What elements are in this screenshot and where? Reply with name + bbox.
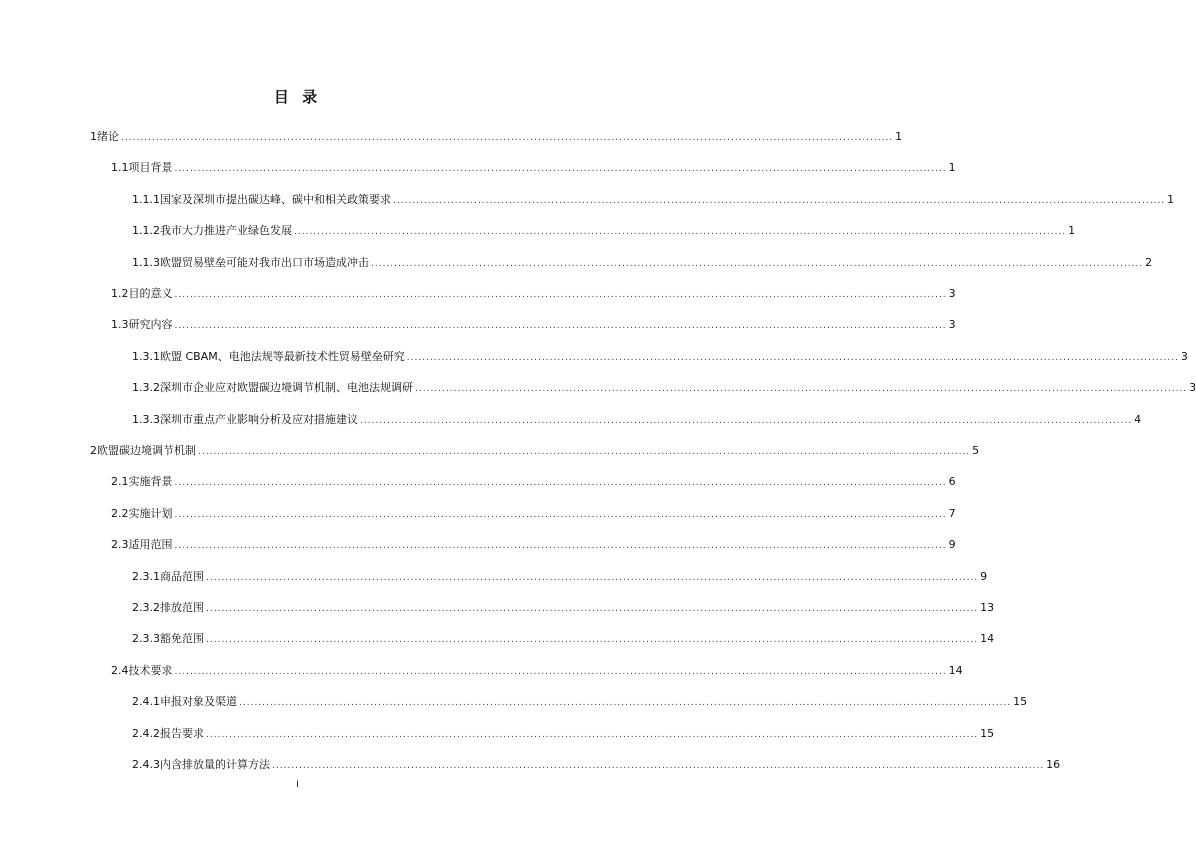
- toc-entry-title: 我市大力推进产业绿色发展: [160, 224, 292, 238]
- toc-entry[interactable]: [132, 626, 995, 646]
- toc-entry-title: 目的意义: [128, 287, 173, 300]
- toc-entry[interactable]: [111, 312, 956, 332]
- toc-entry-page: 1: [948, 161, 956, 175]
- toc-leader-dots: ........................................................................................................................................................................................................: [174, 290, 947, 300]
- toc-leader-dots: ........................................................................................................................................................................................................: [174, 666, 947, 677]
- toc-entry-page: 3: [948, 287, 956, 300]
- toc-entry-page: 2: [1145, 255, 1153, 269]
- toc-entry-title: 深圳市企业应对欧盟碳边境调节机制、电池法规调研: [160, 381, 413, 395]
- toc-entry[interactable]: [132, 595, 995, 615]
- toc-leader-dots: ........................................................................................................................................................................................................: [174, 509, 947, 520]
- toc-leader-dots: ........................................................................................................................................................................................................: [393, 195, 1166, 206]
- toc-leader-dots: ........................................................................................................................................................................................................: [174, 321, 947, 332]
- toc-entry-title: 内含排放量的计算方法: [160, 758, 270, 771]
- toc-entry-number: 1.3.1: [132, 349, 160, 363]
- toc-entry-title: 适用范围: [128, 538, 173, 552]
- toc-entry-number: 2.4.2: [132, 726, 160, 740]
- toc-entry-title: 绪论: [97, 130, 119, 143]
- toc-entry-page: 1: [1167, 192, 1175, 206]
- toc-entry-page: 1: [895, 130, 903, 143]
- toc-entry-title: 深圳市重点产业影响分析及应对措施建议: [160, 412, 358, 426]
- toc-entry[interactable]: [132, 721, 995, 741]
- toc-entry-title: 技术要求: [128, 663, 173, 677]
- toc-entry[interactable]: [111, 281, 956, 301]
- toc-entry[interactable]: [132, 375, 1196, 395]
- toc-entry-page: 9: [948, 538, 956, 552]
- toc-entry-number: 1.3.2: [132, 381, 160, 395]
- toc-leader-dots: ........................................................................................................................................................................................................: [206, 604, 979, 614]
- toc-entry[interactable]: [111, 469, 956, 489]
- toc-leader-dots: ........................................................................................................................................................................................................: [198, 447, 971, 457]
- toc-entry-title: 报告要求: [160, 726, 204, 740]
- toc-entry-page: 4: [1134, 412, 1142, 426]
- toc-entry-page: 16: [1046, 758, 1061, 771]
- toc-entry-number: 2.4.3: [132, 758, 160, 771]
- toc-entry-page: 1: [1068, 224, 1076, 238]
- toc-entry[interactable]: [111, 155, 956, 175]
- toc-entry[interactable]: [111, 658, 963, 678]
- toc-entry-title: 欧盟 CBAM、电池法规等最新技术性贸易壁垒研究: [160, 349, 405, 363]
- toc-entry-title: 申报对象及渠道: [160, 695, 237, 709]
- toc-entry[interactable]: [132, 344, 1188, 364]
- toc-entry-number: 2.4.1: [132, 695, 160, 709]
- toc-leader-dots: ........................................................................................................................................................................................................: [121, 133, 894, 143]
- toc-leader-dots: ........................................................................................................................................................................................................: [239, 698, 1012, 709]
- toc-leader-dots: ........................................................................................................................................................................................................: [174, 541, 947, 552]
- toc-entry[interactable]: [132, 250, 1153, 270]
- toc-entry-title: 研究内容: [128, 318, 173, 332]
- toc-entry[interactable]: [111, 501, 956, 521]
- toc-entry-page: 9: [980, 569, 988, 583]
- toc-entry[interactable]: [132, 689, 1028, 709]
- toc-entry[interactable]: [132, 218, 1076, 238]
- toc-entry-title: 排放范围: [160, 601, 204, 614]
- toc-leader-dots: ........................................................................................................................................................................................................: [406, 352, 1179, 363]
- toc-entry[interactable]: [111, 532, 956, 552]
- toc-entry-number: 2.3.3: [132, 632, 160, 646]
- toc-entry-number: 2.3.2: [132, 601, 160, 614]
- toc-title: 目 录: [273, 88, 322, 106]
- toc-entry-title: 豁免范围: [160, 632, 204, 646]
- toc-leader-dots: ........................................................................................................................................................................................................: [294, 227, 1067, 238]
- toc-entry-title: 实施背景: [128, 475, 173, 489]
- toc-leader-dots: ........................................................................................................................................................................................................: [206, 729, 979, 740]
- toc-entry-number: 1.1.1: [132, 192, 160, 206]
- toc-entry-number: 1.2: [111, 287, 129, 300]
- toc-entry-number: 2.1: [111, 475, 129, 489]
- toc-entry[interactable]: [132, 407, 1142, 427]
- toc-entry-page: 3: [948, 318, 956, 332]
- toc-entry-page: 3: [1180, 349, 1188, 363]
- toc-entry-number: 2: [90, 444, 97, 457]
- toc-entry-title: 国家及深圳市提出碳达峰、碳中和相关政策要求: [160, 192, 391, 206]
- toc-entry-page: 15: [980, 726, 995, 740]
- toc-entry-number: 1.3: [111, 318, 129, 332]
- toc-entry-number: 2.3: [111, 538, 129, 552]
- toc-entry[interactable]: [90, 438, 980, 458]
- toc-leader-dots: ........................................................................................................................................................................................................: [272, 761, 1045, 771]
- toc-entry-page: 5: [972, 444, 980, 457]
- toc-leader-dots: ........................................................................................................................................................................................................: [206, 635, 979, 646]
- toc-entry-number: 1.1.2: [132, 224, 160, 238]
- page-number: I: [296, 780, 299, 790]
- toc-entry[interactable]: [132, 752, 1061, 772]
- toc-leader-dots: ........................................................................................................................................................................................................: [174, 164, 947, 175]
- toc-entry-title: 项目背景: [128, 161, 173, 175]
- toc-entry-title: 实施计划: [128, 506, 173, 520]
- toc-entry-page: 6: [948, 475, 956, 489]
- toc-entry[interactable]: [132, 564, 988, 584]
- toc-entry-number: 1.1: [111, 161, 129, 175]
- toc-entry-page: 13: [980, 601, 995, 614]
- toc-entry-title: 欧盟碳边境调节机制: [97, 444, 196, 457]
- toc-entry-number: 2.4: [111, 663, 129, 677]
- toc-entry-page: 14: [980, 632, 995, 646]
- toc-entry-number: 2.2: [111, 506, 129, 520]
- toc-entry-number: 1.1.3: [132, 255, 160, 269]
- toc-entry-page: 14: [948, 663, 963, 677]
- toc-entry[interactable]: [132, 187, 1175, 207]
- toc-leader-dots: ........................................................................................................................................................................................................: [415, 384, 1188, 395]
- toc-entry-page: 7: [948, 506, 956, 520]
- toc-leader-dots: ........................................................................................................................................................................................................: [174, 478, 947, 489]
- toc-leader-dots: ........................................................................................................................................................................................................: [371, 258, 1144, 269]
- toc-leader-dots: ........................................................................................................................................................................................................: [360, 415, 1133, 426]
- toc-entry-number: 1: [90, 130, 97, 143]
- toc-entry-title: 商品范围: [160, 569, 204, 583]
- toc-leader-dots: ........................................................................................................................................................................................................: [206, 572, 979, 583]
- toc-entry[interactable]: [90, 124, 903, 144]
- toc-entry-number: 2.3.1: [132, 569, 160, 583]
- toc-entry-page: 15: [1013, 695, 1028, 709]
- toc-entry-number: 1.3.3: [132, 412, 160, 426]
- toc-entry-title: 欧盟贸易壁垒可能对我市出口市场造成冲击: [160, 255, 369, 269]
- toc-entry-page: 3: [1189, 381, 1196, 395]
